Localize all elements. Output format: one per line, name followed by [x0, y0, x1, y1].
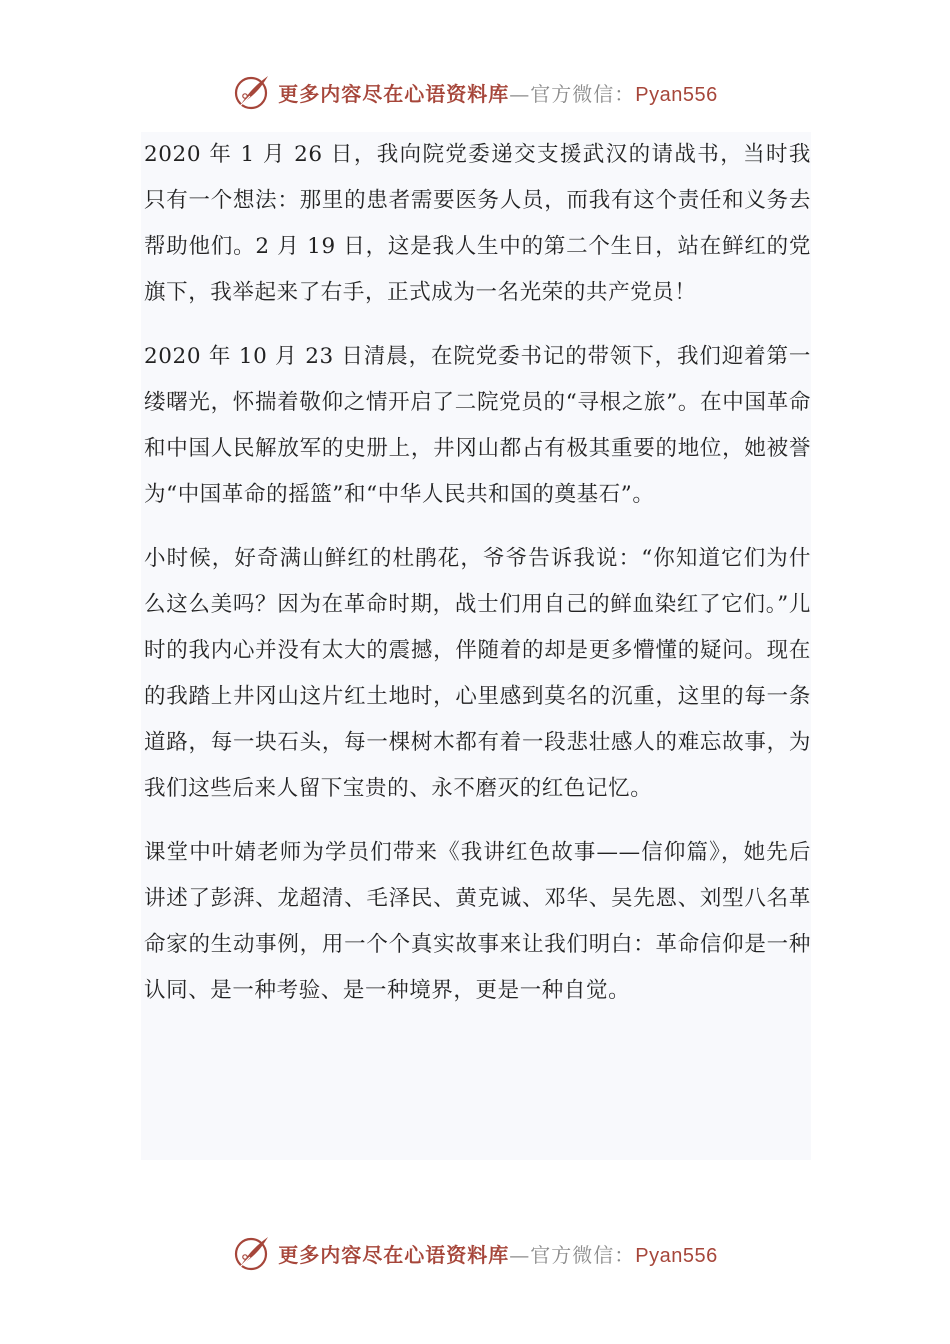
paragraph-2: 2020 年 10 月 23 日清晨，在院党委书记的带领下，我们迎着第一缕曙光，怀揣着敬仰之情开启了二院党员的“寻根之旅”。在中国革命和中国人民解放军的史册上，井冈山都占有极其重要的地位，她被誉为“中国革命的摇篮”和“中华人民共和国的奠基石”。 [144, 344, 811, 507]
paragraph-3: 小时候，好奇满山鲜红的杜鹃花，爷爷告诉我说：“你知道它们为什么这么美吗？因为在革命时期，战士们用自己的鲜血染红了它们。”儿时的我内心并没有太大的震撼，伴随着的却是更多懵懂的疑问。现在的我踏上井冈山这片红土地时，心里感到莫名的沉重，这里的每一条道路，每一块石头，每一棵树木都有着一段悲壮感人的难忘故事，为我们这些后来人留下宝贵的、永不磨灭的红色记忆。 [144, 546, 811, 801]
footer-main-text: 更多内容尽在心语资料库 [278, 1242, 510, 1267]
header-banner [0, 70, 950, 114]
paragraph-4: 课堂中叶婧老师为学员们带来《我讲红色故事——信仰篇》，她先后讲述了彭湃、龙超清、毛泽民、黄克诚、邓华、吴先恩、刘型八名革命家的生动事例，用一个个真实故事来让我们明白：革命信仰是一种认同、是一种考验、是一种境界，更是一种自觉。 [144, 840, 811, 1003]
footer-sub-text: 官方微信： [530, 1242, 636, 1267]
paragraph-1: 2020 年 1 月 26 日，我向院党委递交支援武汉的请战书，当时我只有一个想法：那里的患者需要医务人员，而我有这个责任和义务去帮助他们。2 月 19 日，这是我人生中的第二个生日，站在鲜红的党旗下，我举起来了右手，正式成为一名光荣的共产党员！ [144, 142, 811, 305]
quill-pen-icon [232, 72, 272, 112]
footer-text [278, 1239, 717, 1268]
footer-wechat-id: Pyan556 [635, 1244, 718, 1267]
article-body [141, 132, 811, 1160]
footer-banner [0, 1231, 950, 1275]
header-text [278, 78, 717, 107]
header-wechat-id: Pyan556 [635, 83, 718, 106]
header-separator: — [509, 81, 531, 106]
header-sub-text: 官方微信： [530, 81, 636, 106]
quill-pen-icon [232, 1233, 272, 1273]
footer-separator: — [509, 1242, 531, 1267]
header-main-text: 更多内容尽在心语资料库 [278, 81, 510, 106]
